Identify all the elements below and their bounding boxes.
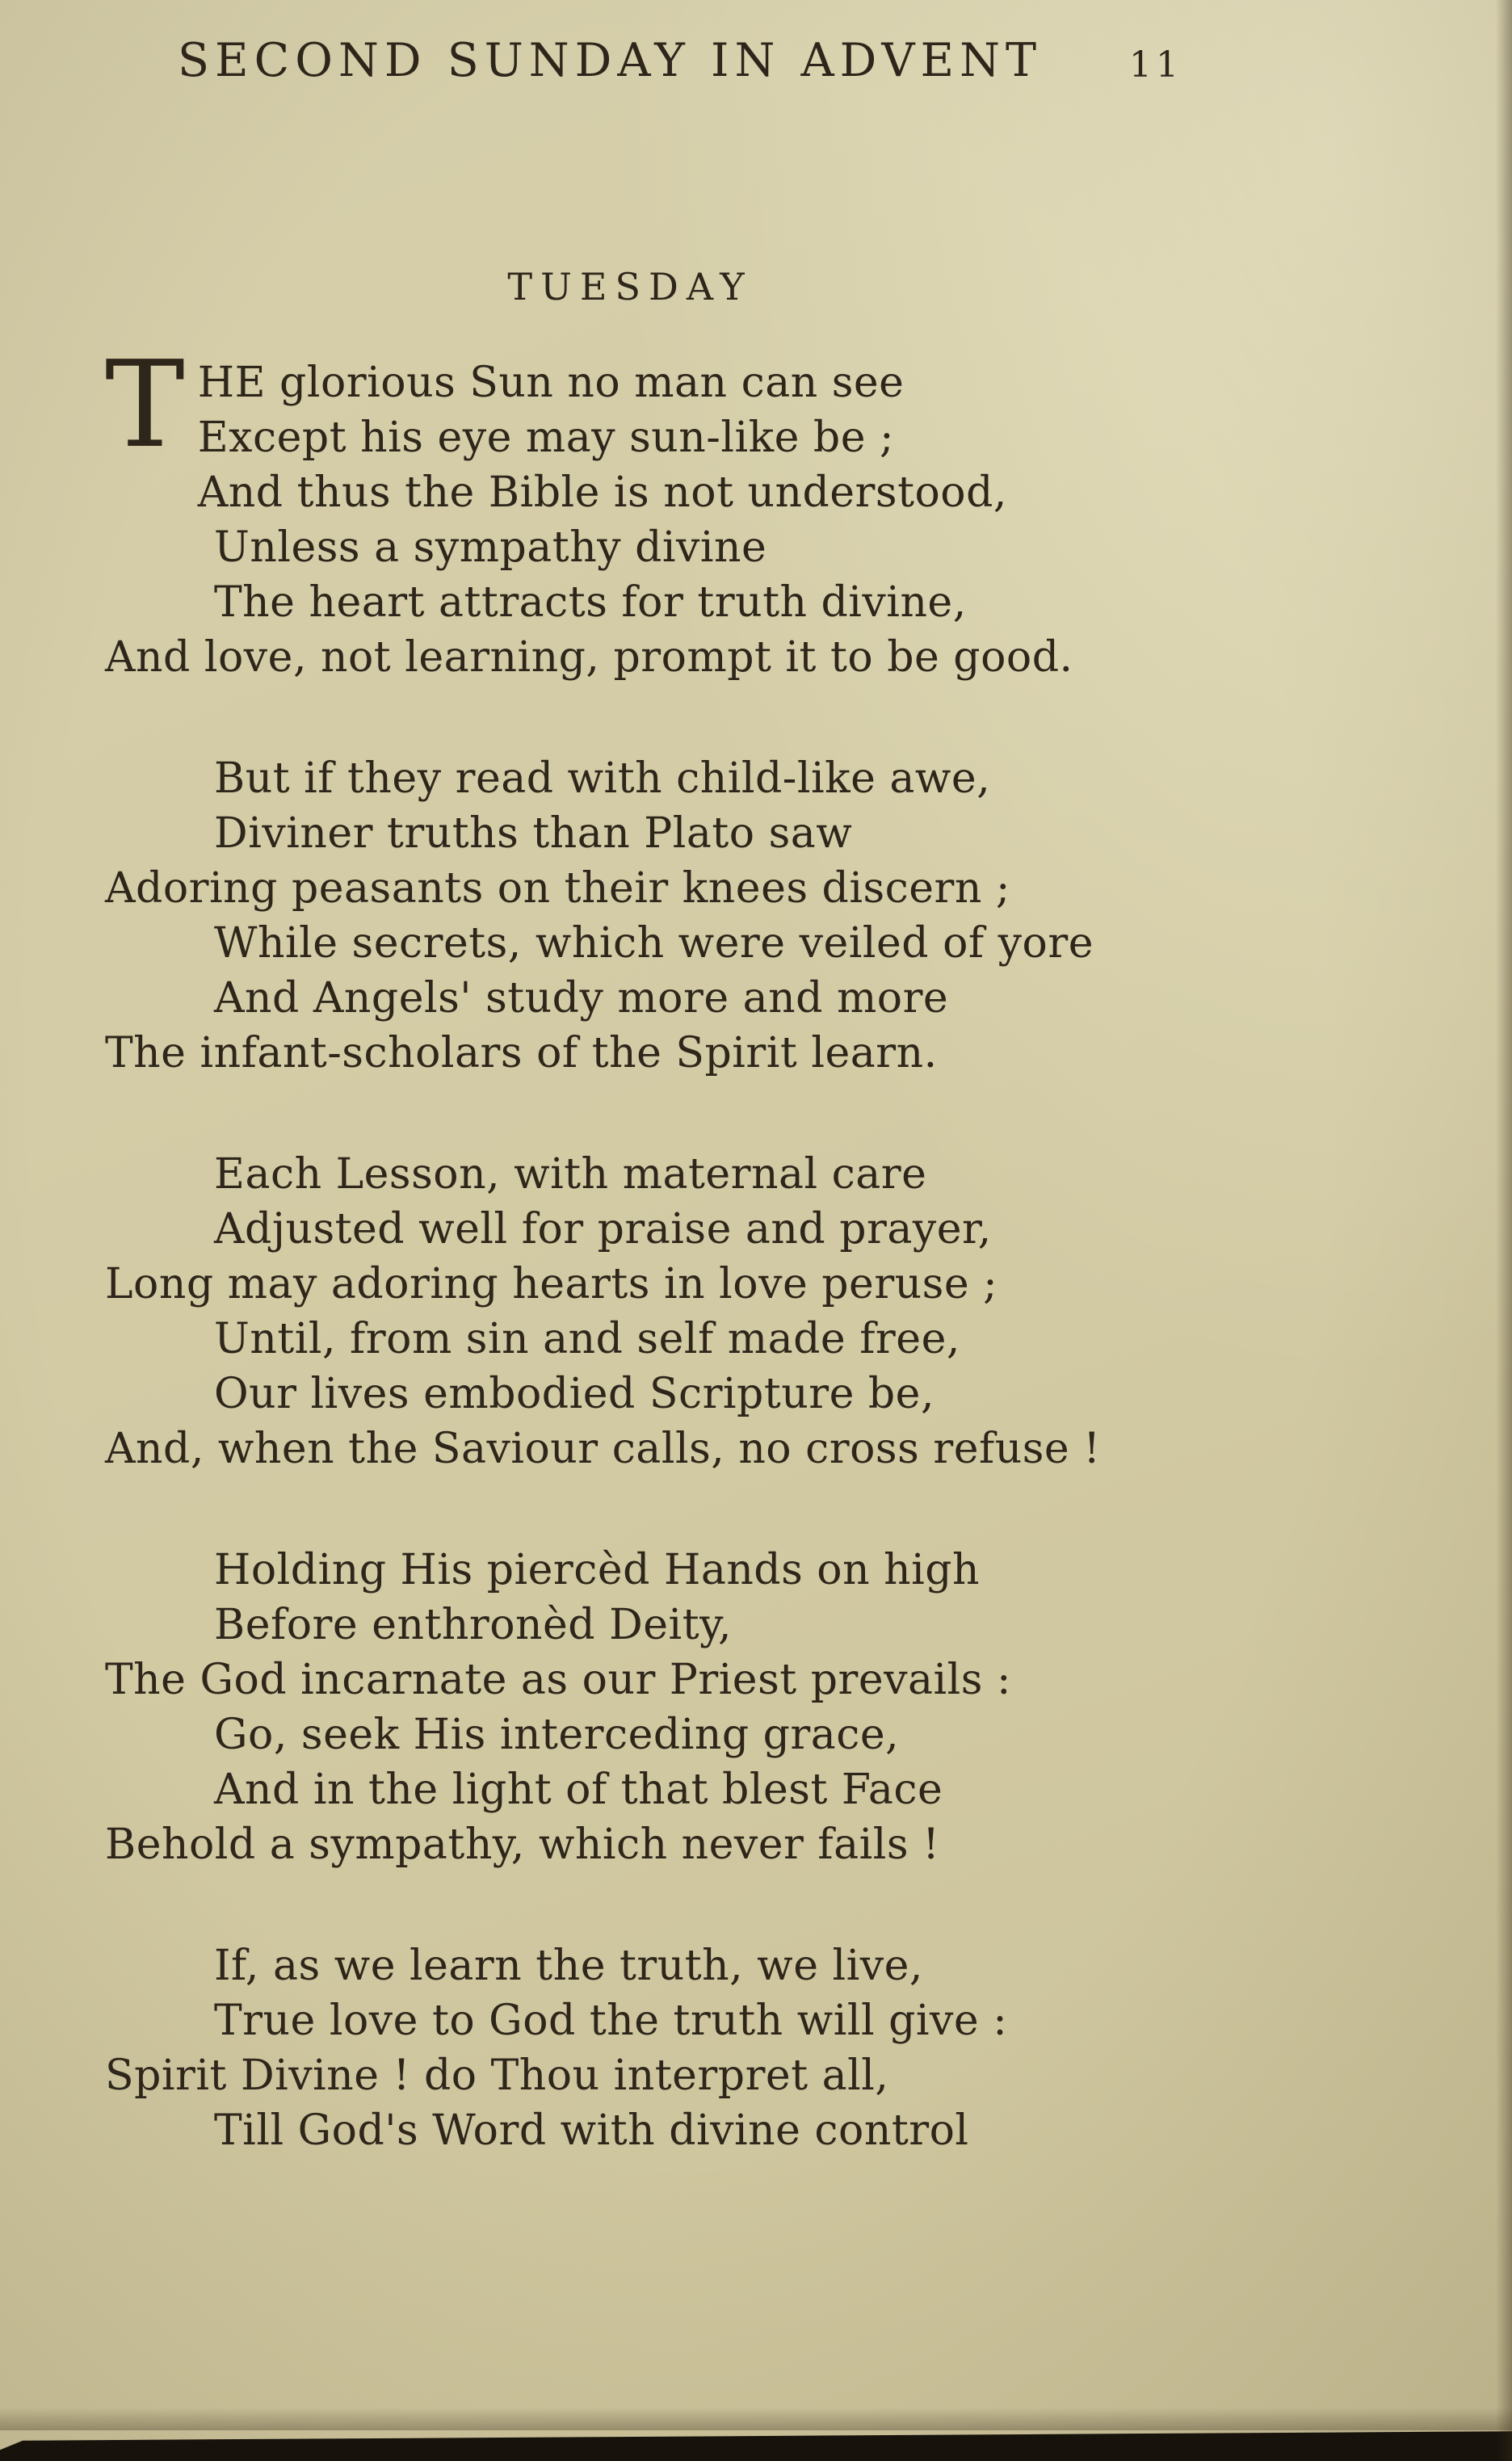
poem-line: Spirit Divine ! do Thou interpret all, [105, 2052, 889, 2100]
poem-line: Except his eye may sun-like be ; [197, 414, 895, 462]
poem-line: Holding His piercèd Hands on high [214, 1546, 981, 1594]
page-bottom-shadow [0, 2408, 1512, 2430]
poem-line: Before enthronèd Deity, [214, 1601, 733, 1649]
poem-line: And in the light of that blest Face [214, 1766, 943, 1814]
running-header-title: SECOND SUNDAY IN ADVENT [178, 34, 1042, 87]
stanza [105, 1147, 1284, 1476]
poem-line: And Angels' study more and more [214, 974, 949, 1023]
poem-line: Till God's Word with divine control [214, 2106, 969, 2155]
stanza [105, 751, 1284, 1081]
poem-line: Go, seek His interceding grace, [214, 1711, 900, 1759]
poem-line: And, when the Saviour calls, no cross refuse ! [105, 1425, 1101, 1473]
poem-line: And love, not learning, prompt it to be good. [105, 633, 1073, 682]
poem [105, 335, 1284, 2158]
poem-line: True love to God the truth will give : [214, 1997, 1008, 2045]
poem-line: Behold a sympathy, which never fails ! [105, 1821, 940, 1869]
drop-cap: T [105, 335, 185, 474]
stanza [105, 1543, 1284, 1872]
poem-line: Our lives embodied Scripture be, [214, 1370, 934, 1418]
page-number: 11 [1129, 44, 1182, 86]
poem-line: Adoring peasants on their knees discern ; [105, 864, 1010, 913]
poem-line: And thus the Bible is not understood, [197, 468, 1007, 517]
scan-edge-right [1496, 0, 1512, 2461]
poem-line: The heart attracts for truth divine, [214, 578, 967, 627]
poem-line: If, as we learn the truth, we live, [214, 1942, 923, 1990]
section-heading: TUESDAY [507, 265, 753, 309]
stanza [105, 335, 1284, 685]
poem-line: But if they read with child-like awe, [214, 754, 991, 803]
poem-line: Diviner truths than Plato saw [214, 809, 853, 858]
poem-line: HE glorious Sun no man can see [197, 359, 905, 407]
poem-line: The God incarnate as our Priest prevails : [105, 1656, 1011, 1704]
poem-line: Until, from sin and self made free, [214, 1315, 960, 1363]
poem-line: Long may adoring hearts in love peruse ; [105, 1260, 998, 1308]
scan-edge-bottom [0, 2424, 1512, 2461]
poem-line: Adjusted well for praise and prayer, [214, 1205, 992, 1254]
poem-line: Each Lesson, with maternal care [214, 1150, 927, 1199]
poem-line: The infant-scholars of the Spirit learn. [105, 1029, 938, 1077]
stanza [105, 1938, 1284, 2158]
page-content [105, 265, 1284, 2224]
poem-line: While secrets, which were veiled of yore [214, 919, 1094, 968]
poem-line: Unless a sympathy divine [214, 523, 767, 572]
